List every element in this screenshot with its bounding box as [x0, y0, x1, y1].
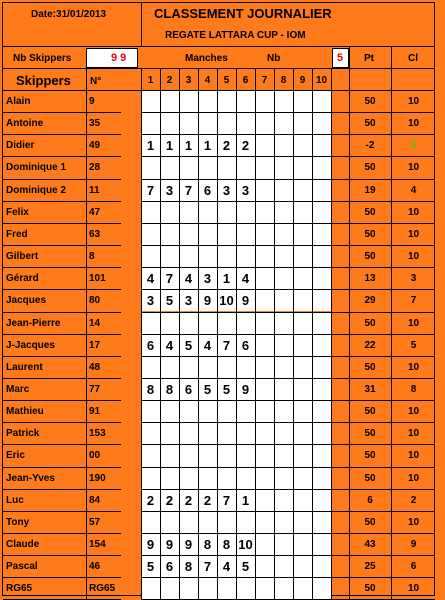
skipper-number: 154 [89, 539, 106, 550]
race-score: 8 [222, 537, 231, 552]
race-score: 5 [241, 559, 250, 575]
race-score: 6 [241, 337, 250, 353]
skipper-number: 57 [89, 516, 101, 528]
race-score: 7 [146, 182, 155, 198]
skipper-name: J-Jacques [6, 339, 55, 351]
race-number-2: 2 [166, 75, 173, 86]
rank-value: 5 [410, 339, 417, 351]
skipper-name: Jean-Yves [6, 472, 55, 484]
points-value: 50 [364, 317, 376, 329]
skipper-number: 190 [89, 472, 106, 484]
race-score: 2 [146, 492, 155, 508]
grid-line [198, 69, 199, 599]
skipper-number: 00 [89, 450, 101, 462]
race-score: 2 [241, 138, 250, 154]
nb-value: 5 [337, 52, 344, 64]
skipper-number: RG65 [89, 583, 116, 595]
skipper-number: 63 [89, 228, 101, 240]
skipper-number: 48 [89, 361, 101, 373]
points-value: 25 [364, 561, 376, 573]
points-value: 50 [364, 450, 376, 462]
grid-line [3, 533, 121, 534]
grid-line [3, 156, 121, 157]
grid-line [391, 69, 392, 599]
nb-label: Nb [267, 53, 281, 64]
race-score: 4 [222, 559, 231, 575]
points-value: 50 [364, 251, 376, 263]
skipper-name: Dominique 1 [6, 162, 67, 174]
race-score: 9 [184, 537, 193, 552]
rank-value: 10 [407, 516, 420, 528]
no-label: N° [90, 76, 102, 87]
race-number-1: 1 [147, 75, 154, 86]
race-score: 7 [184, 182, 193, 198]
grid-line [391, 46, 392, 69]
grid-line [217, 69, 218, 599]
grid-line [349, 46, 350, 69]
points-value: 29 [364, 295, 376, 307]
points-value: 50 [364, 583, 376, 595]
race-score: 1 [203, 138, 212, 154]
race-score: 3 [146, 293, 155, 309]
page-subtitle: REGATE LATTARA CUP - IOM [165, 30, 306, 41]
rank-value: 10 [407, 162, 420, 174]
skipper-name: Didier [6, 140, 35, 152]
skipper-number: 8 [89, 251, 95, 263]
skipper-number: 14 [89, 317, 101, 329]
skipper-number: 35 [89, 118, 101, 130]
skipper-name: Marc [6, 383, 30, 395]
grid-line [3, 312, 121, 313]
rank-value: 6 [410, 561, 417, 573]
nb-skippers-value: 9 9 [111, 52, 127, 64]
rank-value: 4 [410, 184, 417, 196]
grid-line [3, 90, 435, 91]
rank-value: 2 [410, 494, 417, 506]
rank-value: 10 [407, 583, 420, 595]
grid-line [3, 577, 121, 578]
race-number-7: 7 [261, 75, 268, 86]
skipper-name: Felix [6, 206, 29, 218]
race-number-4: 4 [204, 75, 211, 86]
grid-line [3, 267, 121, 268]
race-score: 2 [184, 492, 193, 508]
skipper-name: RG65 [6, 583, 33, 595]
skipper-number: 101 [89, 273, 106, 285]
rank-value: 7 [410, 295, 417, 307]
skipper-number: 77 [89, 383, 101, 395]
rank-value: 10 [407, 317, 420, 329]
race-score: 6 [203, 182, 212, 198]
rank-value: 10 [407, 251, 420, 263]
skipper-name: Laurent [6, 361, 43, 373]
points-value: 43 [364, 539, 376, 550]
race-number-5: 5 [223, 75, 230, 86]
rank-value: 10 [407, 361, 420, 373]
grid-line [349, 69, 350, 599]
grid-line [312, 69, 313, 599]
skipper-name: Alain [6, 96, 31, 107]
rank-value: 10 [407, 96, 420, 107]
race-score: 9 [165, 537, 174, 552]
grid-line [141, 3, 142, 46]
race-score: 3 [184, 293, 193, 309]
skipper-name: Tony [6, 516, 30, 528]
grid-line [331, 69, 332, 599]
rank-value: 10 [407, 450, 420, 462]
race-score: 10 [219, 293, 234, 309]
skipper-number: 49 [89, 140, 101, 152]
skipper-name: Mathieu [6, 406, 44, 418]
race-score: 1 [222, 271, 231, 287]
race-score: 8 [203, 537, 212, 552]
ranking-sheet [2, 2, 435, 596]
skipper-name: Fred [6, 228, 28, 240]
nb-skippers-label: Nb Skippers [13, 53, 72, 64]
divider [3, 46, 435, 47]
skipper-name: Pascal [6, 561, 38, 573]
race-score: 5 [165, 293, 174, 309]
skipper-number: 153 [89, 428, 106, 440]
grid-line [3, 289, 121, 290]
grid-line [3, 378, 121, 379]
grid-line [179, 69, 180, 599]
skipper-name: Dominique 2 [6, 184, 67, 196]
skipper-number: 11 [89, 184, 100, 196]
rank-value: 10 [407, 428, 420, 440]
race-number-10: 10 [315, 75, 328, 86]
rank-value: 3 [410, 273, 417, 285]
race-score: 8 [184, 559, 193, 575]
grid-line [3, 245, 121, 246]
manches-label: Manches [185, 53, 228, 64]
race-score: 6 [184, 381, 193, 397]
skipper-name: Gilbert [6, 251, 39, 263]
points-value: 50 [364, 428, 376, 440]
skipper-number: 80 [89, 295, 101, 307]
race-score: 7 [222, 492, 231, 508]
race-score: 4 [241, 271, 250, 287]
grid-line [236, 69, 237, 599]
race-score: 7 [222, 337, 231, 353]
rank-value: 9 [410, 539, 417, 550]
grid-line [293, 69, 294, 599]
race-score: 5 [222, 381, 231, 397]
points-value: 31 [364, 383, 376, 395]
points-value: 50 [364, 162, 376, 174]
grid-line [3, 422, 121, 423]
points-value: 6 [367, 494, 373, 506]
skipper-name: Eric [6, 450, 25, 462]
skipper-number: 46 [89, 561, 101, 573]
race-score: 2 [203, 492, 212, 508]
grid-line [3, 179, 121, 180]
date-label: Date:31/01/2013 [31, 9, 107, 20]
race-score: 8 [165, 381, 174, 397]
rank-value: 10 [407, 118, 420, 130]
points-value: -2 [365, 140, 375, 152]
grid-line [3, 511, 121, 512]
points-value: 50 [364, 472, 376, 484]
grid-line [3, 68, 435, 69]
grid-line [3, 112, 121, 113]
race-score: 1 [146, 138, 155, 154]
race-score: 4 [184, 271, 193, 287]
skipper-name: Gérard [6, 273, 39, 285]
race-score: 4 [165, 337, 174, 353]
skipper-number: 84 [89, 494, 101, 506]
points-value: 50 [364, 361, 376, 373]
race-score: 2 [222, 138, 231, 154]
race-number-8: 8 [280, 75, 287, 86]
skipper-number: 17 [89, 339, 101, 351]
race-score: 9 [146, 537, 155, 552]
rank-value: 10 [407, 472, 420, 484]
skipper-number: 47 [89, 206, 101, 218]
grid-line [3, 400, 121, 401]
skipper-name: Antoine [6, 118, 44, 130]
rank-value: 10 [407, 406, 420, 418]
race-score: 7 [165, 271, 174, 287]
grid-line [3, 334, 121, 335]
race-score: 5 [184, 337, 193, 353]
race-score: 8 [146, 381, 155, 397]
race-score: 1 [184, 138, 193, 154]
race-score: 5 [203, 381, 212, 397]
race-score: 3 [165, 182, 174, 198]
race-score: 3 [203, 271, 212, 287]
grid-line [86, 69, 87, 599]
points-value: 50 [364, 96, 376, 107]
grid-line [3, 467, 121, 468]
points-value: 22 [364, 339, 376, 351]
race-score: 6 [146, 337, 155, 353]
pt-label: Pt [364, 53, 374, 64]
grid-line [141, 69, 142, 599]
race-score: 9 [241, 381, 250, 397]
race-number-3: 3 [185, 75, 192, 86]
race-score: 5 [146, 559, 155, 575]
race-score: 7 [203, 559, 212, 575]
race-score: 4 [203, 337, 212, 353]
race-score: 4 [146, 271, 155, 287]
grid-line [3, 444, 121, 445]
grid-line [160, 69, 161, 599]
rank-value: 8 [410, 383, 417, 395]
points-value: 50 [364, 228, 376, 240]
rank-value: 10 [407, 206, 420, 218]
grid-line [3, 201, 121, 202]
race-score: 2 [165, 492, 174, 508]
points-value: 50 [364, 118, 376, 130]
skipper-name: Patrick [6, 428, 40, 440]
points-value: 50 [364, 516, 376, 528]
race-score: 3 [222, 182, 231, 198]
race-score: 1 [241, 492, 250, 508]
skipper-number: 9 [89, 96, 95, 107]
grid-line [3, 134, 121, 135]
grid-line [3, 223, 121, 224]
race-score: 10 [238, 537, 253, 552]
race-score: 9 [241, 293, 250, 309]
race-score: 6 [165, 559, 174, 575]
skipper-name: Luc [6, 494, 24, 506]
race-score: 3 [241, 182, 250, 198]
points-value: 19 [364, 184, 376, 196]
race-score: 1 [165, 138, 174, 154]
grid-line [3, 489, 121, 490]
skipper-name: Jean-Pierre [6, 317, 61, 329]
rank-value: 10 [407, 228, 420, 240]
skipper-number: 91 [89, 406, 101, 418]
grid-line [3, 356, 121, 357]
race-number-6: 6 [242, 75, 249, 86]
race-score: 9 [203, 293, 212, 309]
points-value: 13 [364, 273, 376, 285]
skipper-name: Jacques [6, 295, 47, 307]
skipper-name: Claude [6, 539, 40, 550]
cl-label: Cl [408, 53, 418, 64]
race-number-9: 9 [299, 75, 306, 86]
page-title: CLASSEMENT JOURNALIER [154, 6, 332, 21]
skippers-label: Skippers [16, 73, 71, 88]
rank-value: 1 [410, 140, 417, 152]
points-value: 50 [364, 406, 376, 418]
grid-line [255, 69, 256, 599]
grid-line [274, 69, 275, 599]
points-value: 50 [364, 206, 376, 218]
grid-line [3, 555, 121, 556]
skipper-number: 28 [89, 162, 101, 174]
